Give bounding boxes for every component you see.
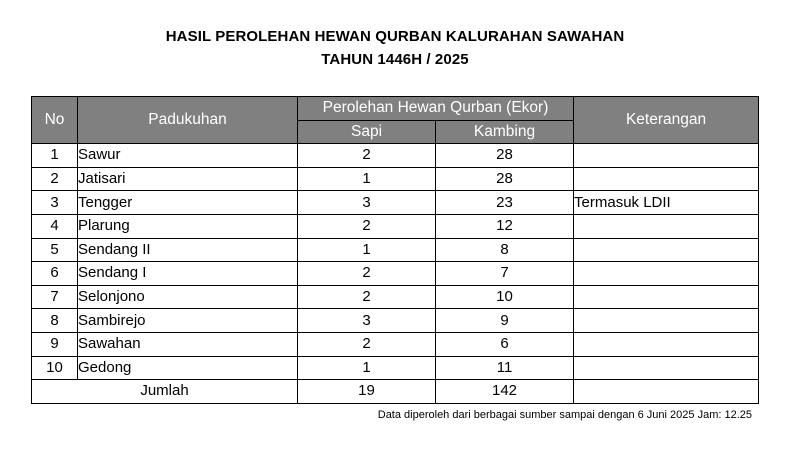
cell-sapi: 2 bbox=[298, 285, 436, 309]
cell-kambing: 23 bbox=[436, 191, 574, 215]
table-row bbox=[32, 332, 759, 356]
cell-no: 4 bbox=[32, 214, 78, 238]
header-no: No bbox=[32, 97, 78, 144]
table-row bbox=[32, 262, 759, 286]
total-kambing: 142 bbox=[436, 380, 574, 404]
cell-padukuhan: Jatisari bbox=[78, 167, 298, 191]
cell-sapi: 1 bbox=[298, 356, 436, 380]
cell-no: 8 bbox=[32, 309, 78, 333]
data-source-note: Data diperoleh dari berbagai sumber sampai dengan 6 Juni 2025 Jam: 12.25 bbox=[377, 409, 752, 421]
header-padukuhan: Padukuhan bbox=[78, 97, 298, 144]
cell-padukuhan: Gedong bbox=[78, 356, 298, 380]
cell-sapi: 2 bbox=[298, 214, 436, 238]
cell-padukuhan: Sawahan bbox=[78, 332, 298, 356]
cell-keterangan bbox=[574, 144, 759, 168]
cell-padukuhan: Sawur bbox=[78, 144, 298, 168]
cell-kambing: 28 bbox=[436, 167, 574, 191]
cell-keterangan bbox=[574, 238, 759, 262]
cell-keterangan bbox=[574, 167, 759, 191]
total-row bbox=[32, 380, 759, 404]
table-header bbox=[32, 97, 759, 144]
cell-padukuhan: Tengger bbox=[78, 191, 298, 215]
cell-no: 3 bbox=[32, 191, 78, 215]
table-body bbox=[32, 144, 759, 380]
cell-padukuhan: Sendang II bbox=[78, 238, 298, 262]
cell-no: 2 bbox=[32, 167, 78, 191]
total-label: Jumlah bbox=[32, 380, 298, 404]
cell-sapi: 3 bbox=[298, 191, 436, 215]
cell-no: 10 bbox=[32, 356, 78, 380]
cell-padukuhan: Plarung bbox=[78, 214, 298, 238]
table-row bbox=[32, 214, 759, 238]
table-row bbox=[32, 191, 759, 215]
cell-kambing: 7 bbox=[436, 262, 574, 286]
cell-keterangan bbox=[574, 214, 759, 238]
page-title: HASIL PEROLEHAN HEWAN QURBAN KALURAHAN SAWAHAN bbox=[165, 28, 625, 45]
cell-no: 9 bbox=[32, 332, 78, 356]
total-keterangan bbox=[574, 380, 759, 404]
cell-kambing: 6 bbox=[436, 332, 574, 356]
table-row bbox=[32, 167, 759, 191]
cell-kambing: 11 bbox=[436, 356, 574, 380]
cell-sapi: 3 bbox=[298, 309, 436, 333]
cell-padukuhan: Sendang I bbox=[78, 262, 298, 286]
table-row bbox=[32, 238, 759, 262]
table-row bbox=[32, 144, 759, 168]
header-kambing: Kambing bbox=[436, 120, 574, 144]
page-subtitle: TAHUN 1446H / 2025 bbox=[321, 51, 469, 68]
cell-keterangan bbox=[574, 332, 759, 356]
cell-keterangan bbox=[574, 285, 759, 309]
table-row bbox=[32, 309, 759, 333]
cell-keterangan bbox=[574, 356, 759, 380]
header-sapi: Sapi bbox=[298, 120, 436, 144]
cell-keterangan bbox=[574, 262, 759, 286]
cell-sapi: 2 bbox=[298, 144, 436, 168]
cell-padukuhan: Sambirejo bbox=[78, 309, 298, 333]
table-footer bbox=[32, 380, 759, 404]
cell-kambing: 10 bbox=[436, 285, 574, 309]
cell-no: 6 bbox=[32, 262, 78, 286]
total-sapi: 19 bbox=[298, 380, 436, 404]
cell-kambing: 12 bbox=[436, 214, 574, 238]
cell-kambing: 28 bbox=[436, 144, 574, 168]
cell-keterangan: Termasuk LDII bbox=[574, 191, 759, 215]
cell-keterangan bbox=[574, 309, 759, 333]
cell-padukuhan: Selonjono bbox=[78, 285, 298, 309]
cell-no: 7 bbox=[32, 285, 78, 309]
qurban-table bbox=[31, 96, 759, 404]
table-row bbox=[32, 356, 759, 380]
cell-sapi: 1 bbox=[298, 167, 436, 191]
cell-no: 5 bbox=[32, 238, 78, 262]
table-row bbox=[32, 285, 759, 309]
header-keterangan: Keterangan bbox=[574, 97, 759, 144]
cell-sapi: 1 bbox=[298, 238, 436, 262]
cell-sapi: 2 bbox=[298, 262, 436, 286]
cell-sapi: 2 bbox=[298, 332, 436, 356]
cell-no: 1 bbox=[32, 144, 78, 168]
cell-kambing: 8 bbox=[436, 238, 574, 262]
header-perolehan: Perolehan Hewan Qurban (Ekor) bbox=[298, 97, 574, 121]
cell-kambing: 9 bbox=[436, 309, 574, 333]
